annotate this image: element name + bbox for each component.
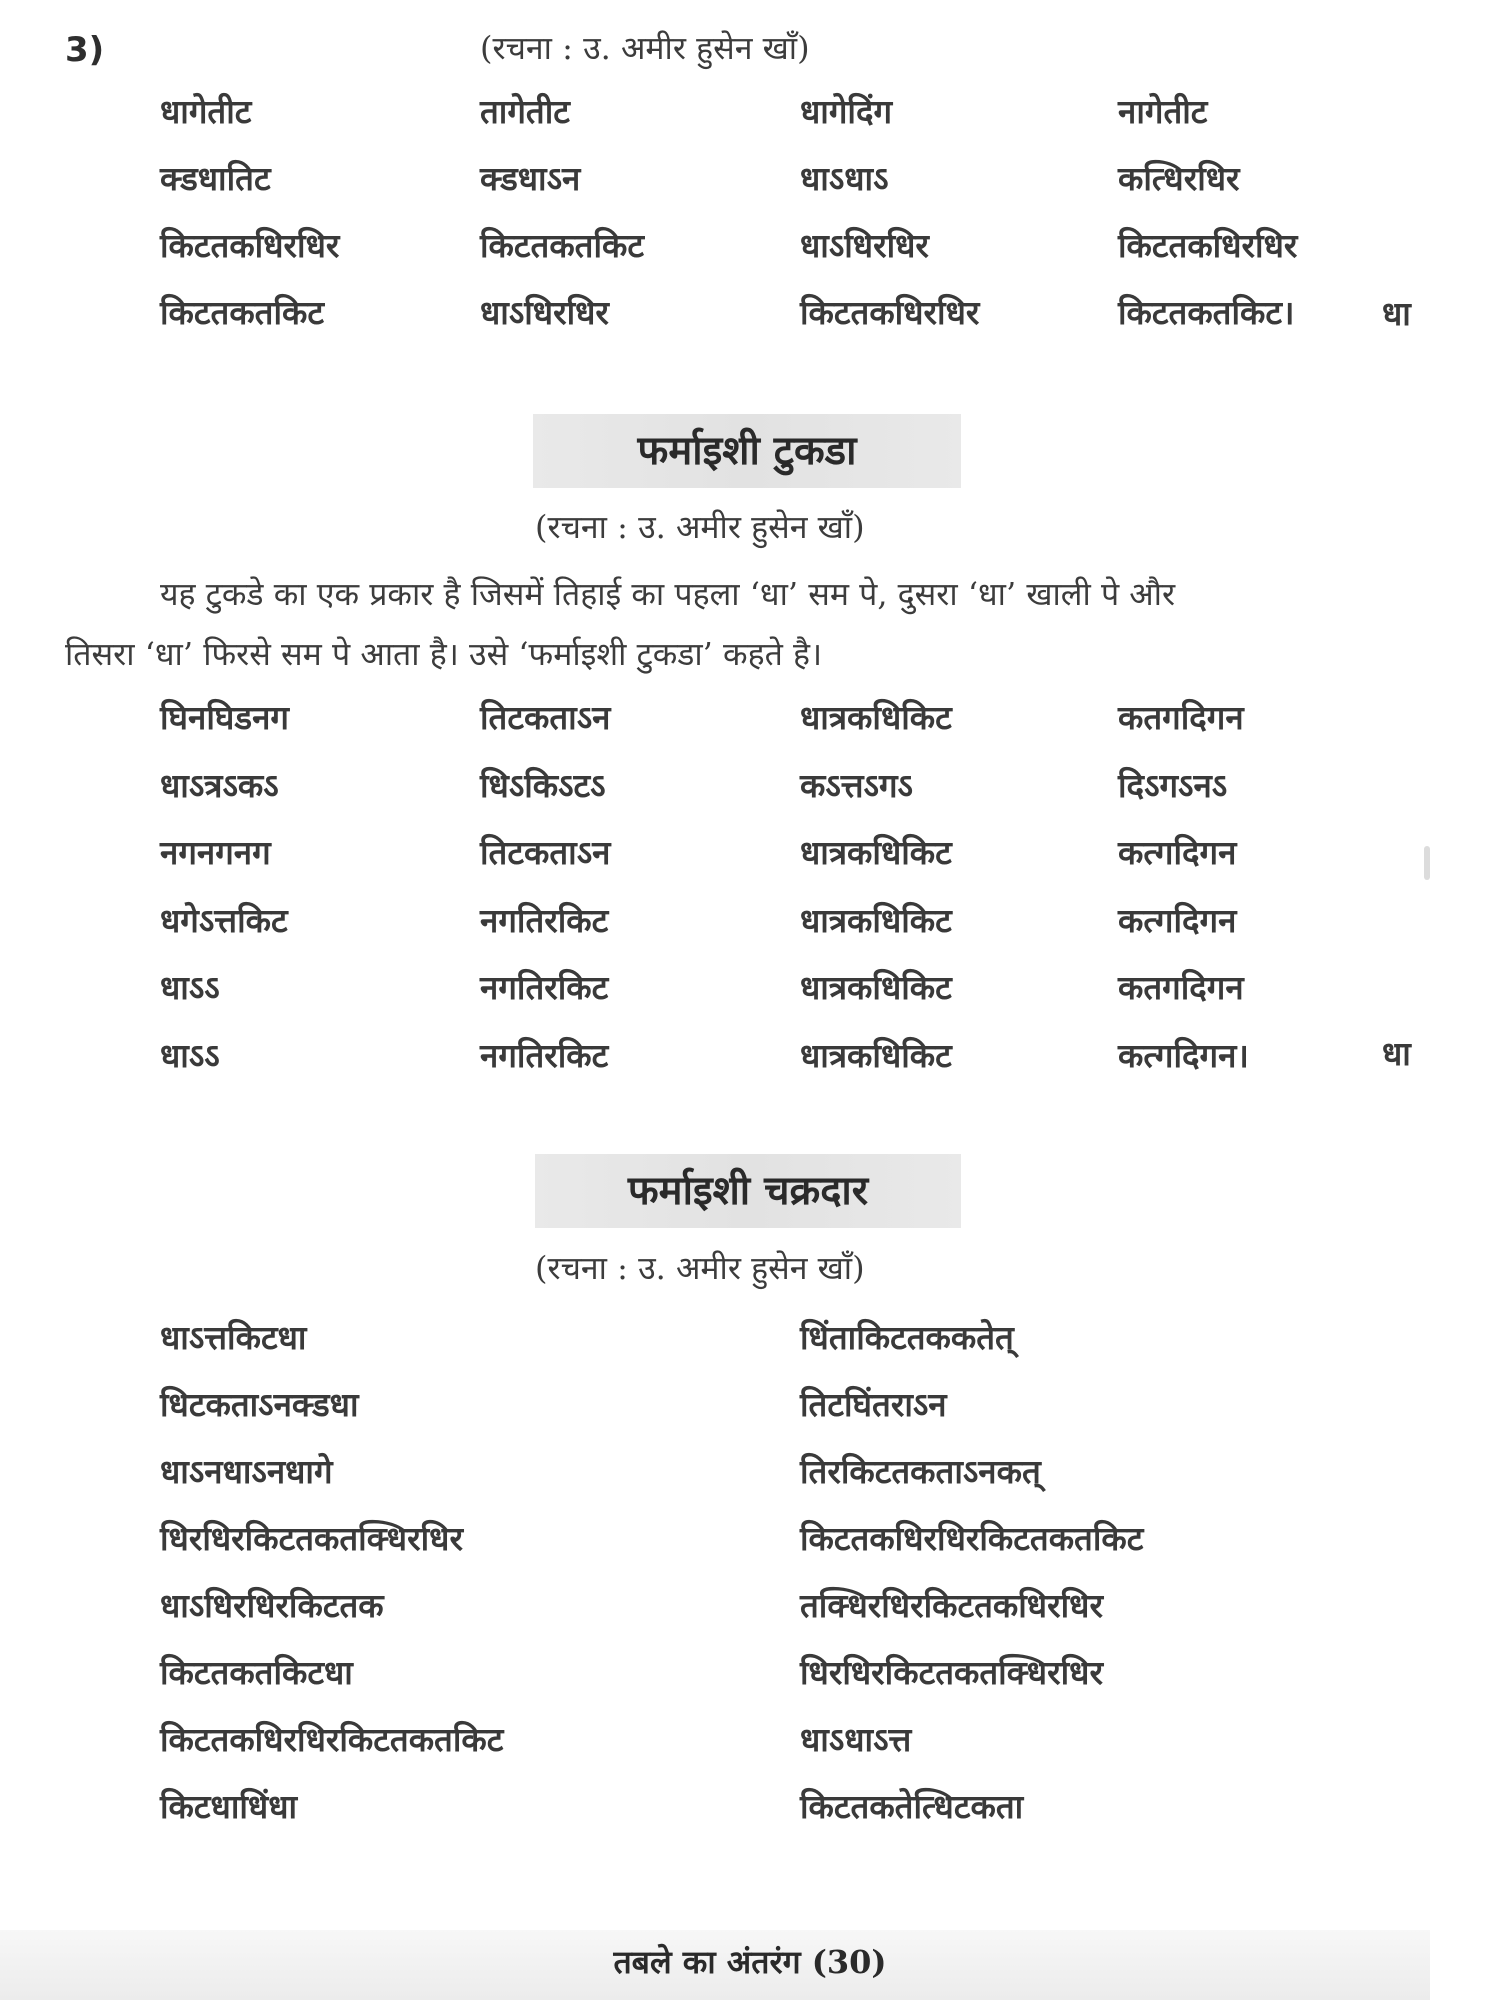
grid3-cell: धाऽधाऽत्त — [800, 1720, 912, 1759]
heading-farmaishi-chakradar: फर्माइशी चक्रदार — [535, 1154, 961, 1228]
grid2-cell: धाऽऽ — [160, 968, 220, 1007]
grid1-cell: किटतकतकिट — [480, 226, 645, 265]
grid2-cell: धात्रकधिकिट — [800, 698, 952, 737]
grid3-cell: धिरधिरकिटतकतक्धिरधिर — [160, 1519, 463, 1558]
grid3-cell: धिटकताऽनक्डधा — [160, 1385, 359, 1424]
grid3-cell: किटतकधिरधिरकिटतकतकिट — [800, 1519, 1144, 1558]
grid2-cell: दिऽगऽनऽ — [1118, 765, 1228, 805]
grid3-cell: धाऽनधाऽनधागे — [160, 1452, 333, 1491]
grid1-cell: धाऽधिरधिर — [800, 226, 929, 265]
grid2-cell: तिटकताऽन — [480, 833, 611, 872]
grid3-cell: धाऽत्तकिटधा — [160, 1318, 307, 1357]
description-line-1: यह टुकडे का एक प्रकार है जिसमें तिहाई का पहला ‘धा’ सम पे, दुसरा ‘धा’ खाली पे और — [160, 575, 1176, 613]
grid3-cell: तिरकिटतकताऽनकत् — [800, 1452, 1041, 1491]
grid1-sam-bol: धा — [1382, 294, 1411, 333]
grid2-cell: नगतिरकिट — [480, 900, 609, 940]
grid3-cell: किटधाधिंधा — [160, 1787, 298, 1826]
grid1-cell: क्डधातिट — [160, 159, 271, 198]
section-number: 3) — [65, 30, 105, 70]
grid2-cell: धिऽकिऽटऽ — [480, 765, 606, 805]
grid2-cell: नगतिरकिट — [480, 968, 609, 1007]
grid2-cell: कतगदिगन — [1118, 698, 1244, 737]
grid2-cell: कऽत्तऽगऽ — [800, 765, 913, 805]
grid2-cell: कत्गदिगन। — [1118, 1035, 1249, 1075]
grid3-cell: किटतकधिरधिरकिटतकतकिट — [160, 1720, 504, 1759]
grid2-sam-bol: धा — [1382, 1034, 1411, 1073]
grid1-cell: किटतकतकिट — [160, 293, 325, 332]
grid3-cell: धिरधिरकिटतकतक्धिरधिर — [800, 1653, 1103, 1692]
description-line-2: तिसरा ‘धा’ फिरसे सम पे आता है। उसे ‘फर्माइशी टुकडा’ कहते है। — [65, 635, 823, 673]
grid2-cell: घिनघिडनग — [160, 698, 289, 737]
page-footer: तबले का अंतरंग (30) — [613, 1943, 887, 1981]
grid1-cell: धाऽधिरधिर — [480, 293, 609, 332]
composer-credit-3: (रचना : उ. अमीर हुसेन खाँ) — [535, 1249, 865, 1287]
grid1-cell: कत्धिरधिर — [1118, 159, 1240, 198]
grid2-cell: धात्रकधिकिट — [800, 833, 952, 872]
grid1-cell: धागेतीट — [160, 92, 252, 131]
grid2-cell: तिटकताऽन — [480, 698, 611, 737]
grid1-cell: धागेदिंग — [800, 92, 893, 131]
grid2-cell: कत्गदिगन — [1118, 900, 1237, 940]
grid2-cell: नगतिरकिट — [480, 1035, 609, 1075]
grid2-cell: कतगदिगन — [1118, 968, 1244, 1007]
grid2-cell: नगनगनग — [160, 833, 271, 872]
grid2-cell: धात्रकधिकिट — [800, 968, 952, 1007]
grid1-cell: किटतकधिरधिर — [160, 226, 340, 265]
composer-credit-2: (रचना : उ. अमीर हुसेन खाँ) — [535, 508, 865, 546]
heading-farmaishi-tukda: फर्माइशी टुकडा — [533, 414, 961, 488]
grid2-cell: कत्गदिगन — [1118, 833, 1237, 872]
composer-credit-1: (रचना : उ. अमीर हुसेन खाँ) — [480, 29, 810, 67]
grid3-cell: धिंताकिटतककतेत् — [800, 1318, 1014, 1357]
grid2-cell: धाऽत्रऽकऽ — [160, 765, 279, 805]
grid3-cell: किटतकतकिटधा — [160, 1653, 353, 1692]
grid3-cell: तक्धिरधिरकिटतकधिरधिर — [800, 1586, 1103, 1625]
grid1-cell: नागेतीट — [1118, 92, 1208, 131]
grid1-cell: तागेतीट — [480, 92, 570, 131]
grid3-cell: किटतकतेत्धिटकता — [800, 1787, 1024, 1826]
grid2-cell: धात्रकधिकिट — [800, 1035, 952, 1075]
grid2-cell: धात्रकधिकिट — [800, 900, 952, 940]
grid1-cell: किटतकधिरधिर — [800, 293, 980, 332]
grid3-cell: तिटघिंतराऽन — [800, 1385, 947, 1424]
scan-edge-mark — [1424, 846, 1430, 880]
grid2-cell: धाऽऽ — [160, 1035, 220, 1075]
grid2-cell: धगेऽत्तकिट — [160, 900, 288, 940]
grid3-cell: धाऽधिरधिरकिटतक — [160, 1586, 384, 1625]
grid1-cell: किटतकधिरधिर — [1118, 226, 1298, 265]
grid1-cell: क्डधाऽन — [480, 159, 581, 198]
grid1-cell: किटतकतकिट। — [1118, 293, 1295, 332]
grid1-cell: धाऽधाऽ — [800, 159, 889, 198]
